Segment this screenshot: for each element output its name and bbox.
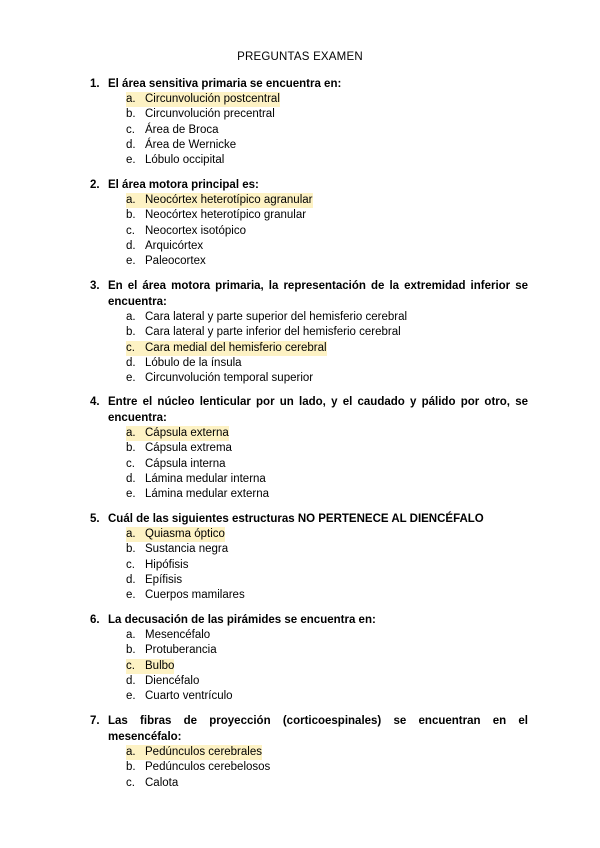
- answer-option: [90, 239, 528, 254]
- question-heading: [90, 713, 528, 745]
- option-letter: e.: [126, 589, 136, 602]
- option-text: Arquicórtex: [145, 239, 204, 252]
- option-letter: d.: [126, 674, 136, 687]
- question-text: La decusación de las pirámides se encuentra en:: [108, 614, 376, 626]
- option-text: Lóbulo occipital: [145, 154, 225, 167]
- question-1: [90, 76, 528, 168]
- answer-option: [90, 224, 528, 239]
- option-text: Bulbo: [145, 659, 174, 674]
- answer-option: [90, 573, 528, 588]
- option-letter: e.: [126, 154, 136, 167]
- option-letter: c.: [126, 776, 135, 789]
- question-text: Entre el núcleo lenticular por un lado, y el caudado y pálido por otro, se encuentra:: [108, 396, 528, 424]
- answer-option: [90, 760, 528, 775]
- answer-option-highlighted: [90, 745, 528, 760]
- option-list: [90, 193, 528, 269]
- answer-option-highlighted: [90, 341, 528, 356]
- option-letter: a.: [126, 193, 145, 208]
- option-letter: e.: [126, 488, 136, 501]
- question-text: El área motora principal es:: [108, 179, 259, 191]
- option-letter: d.: [126, 138, 136, 151]
- question-heading: [90, 394, 528, 426]
- option-letter: c.: [126, 341, 145, 356]
- question-7: [90, 713, 528, 791]
- question-5: [90, 511, 528, 603]
- option-letter: e.: [126, 255, 136, 268]
- answer-option: [90, 371, 528, 386]
- answer-option: [90, 689, 528, 704]
- answer-option: [90, 123, 528, 138]
- answer-option: [90, 457, 528, 472]
- option-letter: d.: [126, 239, 136, 252]
- option-letter: c.: [126, 558, 135, 571]
- option-letter: a.: [126, 426, 145, 441]
- option-text: Circunvolución precentral: [145, 108, 275, 121]
- option-list: [90, 745, 528, 791]
- option-letter: b.: [126, 761, 136, 774]
- page-title: PREGUNTAS EXAMEN: [237, 51, 363, 63]
- option-text: Cápsula interna: [145, 457, 226, 470]
- option-text: Área de Wernicke: [145, 138, 237, 151]
- option-text: Neocórtex heterotípico granular: [145, 209, 307, 222]
- option-text: Quiasma óptico: [145, 527, 225, 542]
- option-text: Calota: [145, 776, 179, 789]
- option-letter: b.: [126, 209, 136, 222]
- answer-option-highlighted: [90, 426, 528, 441]
- option-text: Paleocortex: [145, 255, 206, 268]
- answer-option: [90, 356, 528, 371]
- option-text: Cara medial del hemisferio cerebral: [145, 341, 327, 356]
- option-list: [90, 527, 528, 603]
- question-number: 4.: [90, 396, 100, 408]
- answer-option-highlighted: [90, 527, 528, 542]
- answer-option-highlighted: [90, 92, 528, 107]
- option-letter: b.: [126, 108, 136, 121]
- option-text: Lámina medular interna: [145, 472, 266, 485]
- option-text: Neocórtex heterotípico agranular: [145, 193, 313, 208]
- option-list: [90, 426, 528, 502]
- option-letter: b.: [126, 326, 136, 339]
- question-text: En el área motora primaria, la representación de la extremidad inferior se encuentra:: [108, 280, 528, 308]
- option-letter: c.: [126, 224, 135, 237]
- answer-option: [90, 472, 528, 487]
- question-text: Cuál de las siguientes estructuras NO PERTENECE AL DIENCÉFALO: [108, 513, 484, 525]
- answer-option: [90, 542, 528, 557]
- option-text: Cuerpos mamilares: [145, 589, 245, 602]
- option-text: Sustancia negra: [145, 543, 229, 556]
- answer-option: [90, 588, 528, 603]
- option-letter: b.: [126, 442, 136, 455]
- answer-option: [90, 310, 528, 325]
- option-text: Pedúnculos cerebelosos: [145, 761, 271, 774]
- answer-option: [90, 153, 528, 168]
- option-letter: e.: [126, 690, 136, 703]
- option-text: Cara lateral y parte superior del hemisferio cerebral: [145, 311, 408, 323]
- option-text: Lóbulo de la ínsula: [145, 356, 242, 369]
- answer-option: [90, 776, 528, 791]
- question-6: [90, 612, 528, 704]
- option-list: [90, 310, 528, 386]
- answer-option: [90, 441, 528, 456]
- question-text: Las fibras de proyección (corticoespinales) se encuentran en el mesencéfalo:: [108, 715, 528, 743]
- option-text: Pedúnculos cerebrales: [145, 745, 262, 760]
- option-text: Neocortex isotópico: [145, 224, 246, 237]
- question-text: El área sensitiva primaria se encuentra en:: [108, 78, 342, 90]
- question-3: [90, 278, 528, 386]
- answer-option: [90, 628, 528, 643]
- option-text: Cápsula extrema: [145, 442, 232, 455]
- question-heading: [90, 177, 528, 193]
- option-letter: a.: [126, 311, 136, 323]
- question-heading: [90, 278, 528, 310]
- option-letter: a.: [126, 527, 145, 542]
- answer-option: [90, 208, 528, 223]
- question-heading: [90, 76, 528, 92]
- question-heading: [90, 612, 528, 628]
- option-text: Diencéfalo: [145, 674, 200, 687]
- option-letter: a.: [126, 92, 145, 107]
- option-text: Área de Broca: [145, 123, 219, 136]
- option-text: Circunvolución temporal superior: [145, 372, 314, 385]
- question-number: 7.: [90, 715, 100, 727]
- option-text: Epífisis: [145, 573, 183, 586]
- answer-option: [90, 674, 528, 689]
- option-list: [90, 92, 528, 168]
- option-letter: b.: [126, 543, 136, 556]
- question-4: [90, 394, 528, 502]
- option-text: Cuarto ventrículo: [145, 690, 233, 703]
- question-number: 6.: [90, 614, 100, 626]
- option-letter: d.: [126, 573, 136, 586]
- option-letter: a.: [126, 629, 136, 641]
- option-text: Hipófisis: [145, 558, 189, 571]
- answer-option: [90, 643, 528, 658]
- answer-option: [90, 138, 528, 153]
- option-letter: e.: [126, 372, 136, 385]
- option-letter: a.: [126, 745, 145, 760]
- option-text: Circunvolución postcentral: [145, 92, 280, 107]
- option-letter: c.: [126, 457, 135, 470]
- question-2: [90, 177, 528, 269]
- option-text: Mesencéfalo: [145, 629, 211, 641]
- answer-option-highlighted: [90, 193, 528, 208]
- answer-option: [90, 558, 528, 573]
- option-text: Lámina medular externa: [145, 488, 270, 501]
- answer-option: [90, 487, 528, 502]
- option-list: [90, 628, 528, 704]
- option-text: Cara lateral y parte inferior del hemisferio cerebral: [145, 326, 401, 339]
- option-text: Cápsula externa: [145, 426, 229, 441]
- option-letter: d.: [126, 472, 136, 485]
- answer-option: [90, 254, 528, 269]
- question-number: 2.: [90, 179, 100, 191]
- answer-option: [90, 107, 528, 122]
- question-number: 1.: [90, 78, 100, 90]
- option-letter: c.: [126, 123, 135, 136]
- question-heading: [90, 511, 528, 527]
- option-text: Protuberancia: [145, 644, 217, 657]
- question-number: 5.: [90, 513, 100, 525]
- answer-option-highlighted: [90, 659, 528, 674]
- option-letter: c.: [126, 659, 145, 674]
- answer-option: [90, 325, 528, 340]
- question-number: 3.: [90, 280, 100, 292]
- option-letter: b.: [126, 644, 136, 657]
- option-letter: d.: [126, 356, 136, 369]
